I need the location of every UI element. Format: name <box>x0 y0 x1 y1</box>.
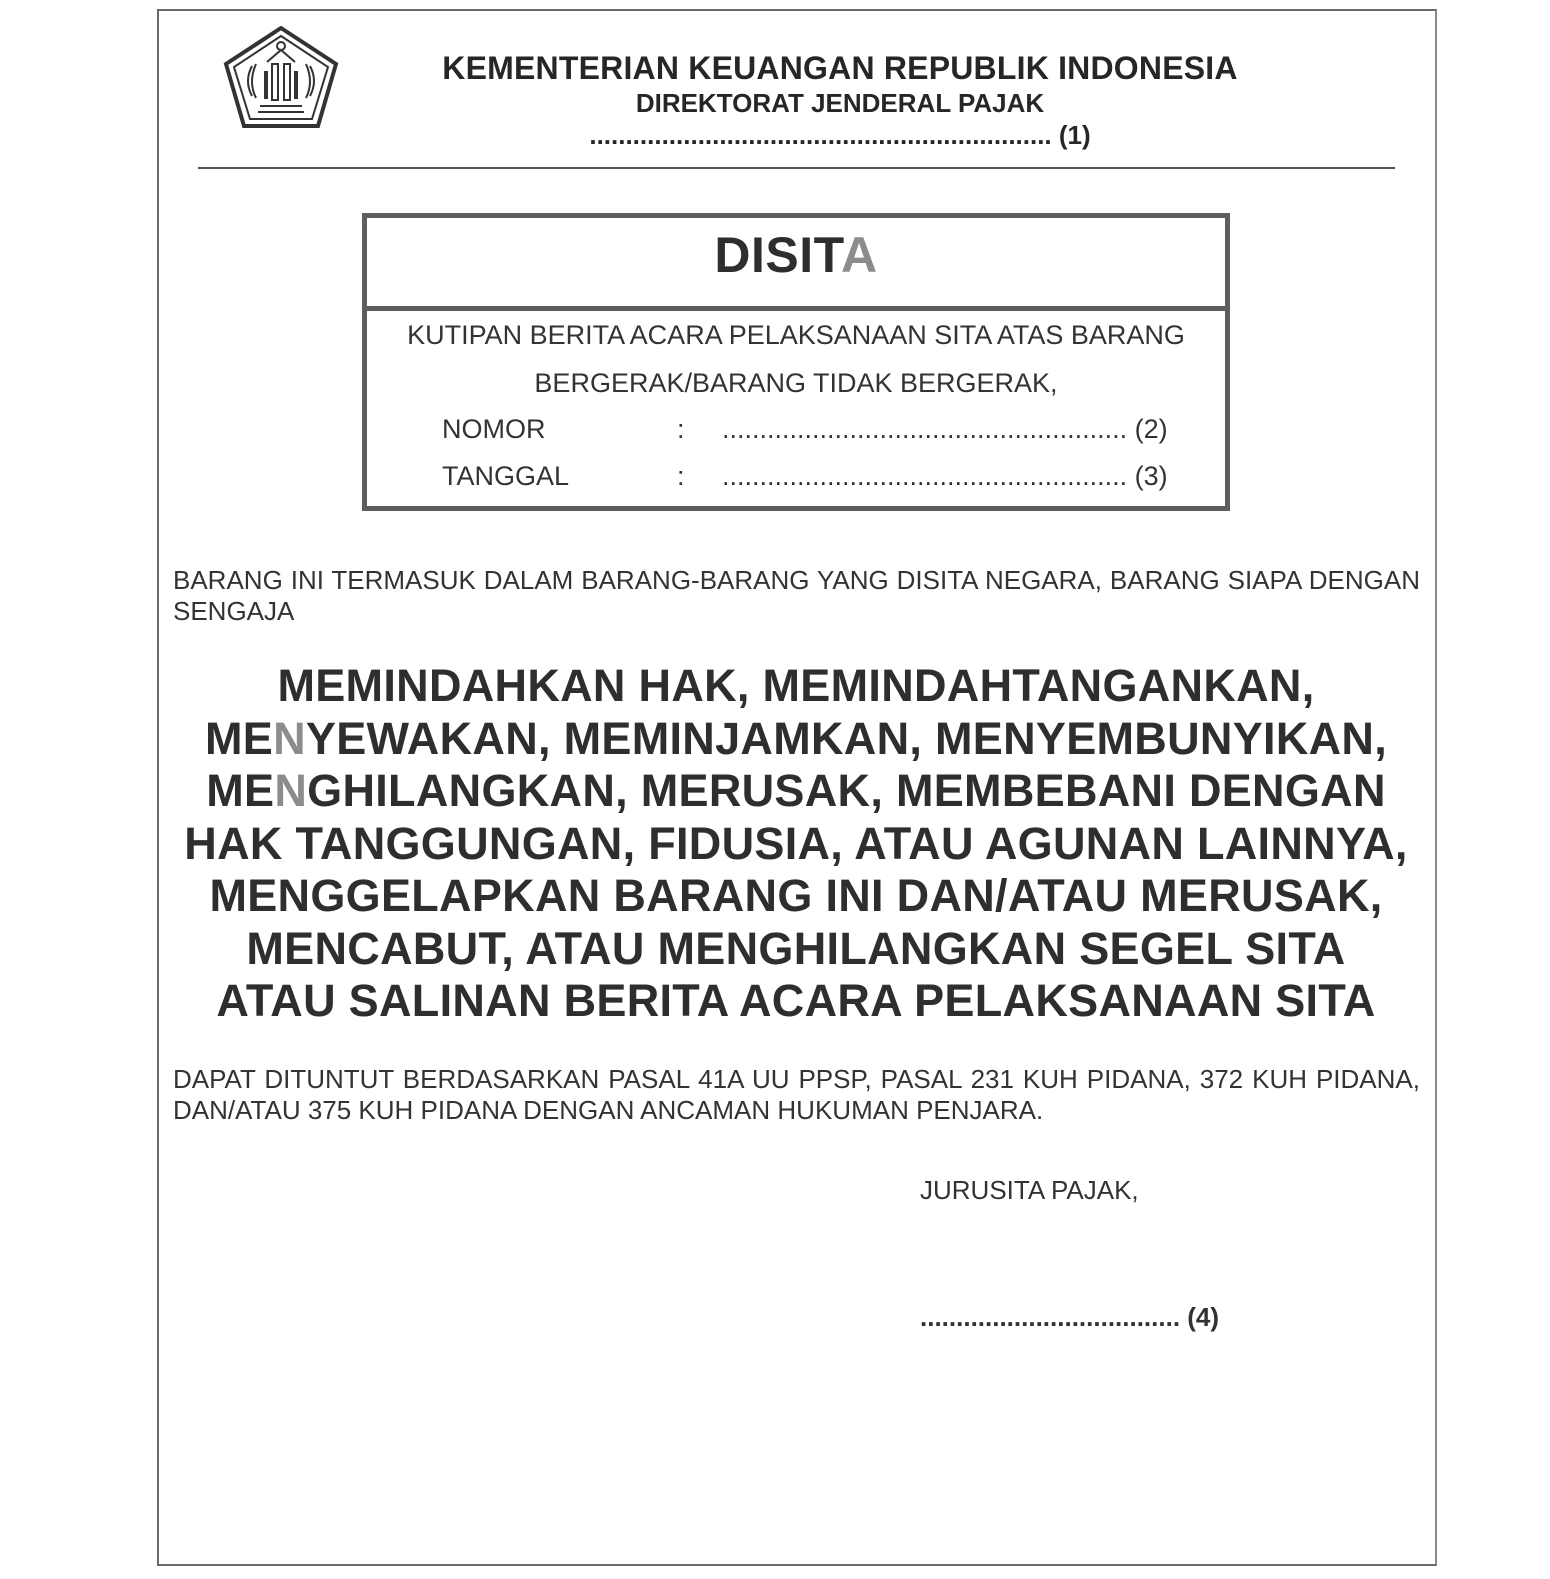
nomor-value: ...................................................... (2) <box>722 414 1168 444</box>
warning-line-3: MENGHILANGKAN, MERUSAK, MEMBEBANI DENGAN <box>206 765 1386 816</box>
penalty-statement: DAPAT DITUNTUT BERDASARKAN PASAL 41A UU PPSP, PASAL 231 KUH PIDANA, 372 KUH PIDANA, DAN/ATAU 375 KUH PIDANA DENGAN ANCAMAN HUKUMAN PENJARA. <box>173 1064 1420 1125</box>
warning-line-4: HAK TANGGUNGAN, FIDUSIA, ATAU AGUNAN LAINNYA, <box>184 817 1408 869</box>
warning-line-5: MENGGELAPKAN BARANG INI DAN/ATAU MERUSAK, <box>209 870 1383 921</box>
tanggal-label: TANGGAL <box>442 461 570 491</box>
warning-line-7: ATAU SALINAN BERITA ACARA PELAKSANAAN SITA <box>216 975 1376 1026</box>
header-divider <box>198 167 1395 169</box>
directorate-name: DIREKTORAT JENDERAL PAJAK <box>635 88 1045 118</box>
box-subtitle-line-1: KUTIPAN BERITA ACARA PELAKSANAAN SITA ATAS BARANG <box>407 320 1185 350</box>
box-divider <box>367 306 1225 311</box>
warning-line-2: MENYEWAKAN, MEMINJAMKAN, MENYEMBUNYIKAN, <box>204 712 1388 764</box>
seizure-box <box>362 213 1230 511</box>
tanggal-field <box>367 461 1225 495</box>
box-title: DISITA <box>714 227 878 283</box>
warning-line-1: MEMINDAHKAN HAK, MEMINDAHTANGANKAN, <box>277 660 1315 711</box>
signer-title: JURUSITA PAJAK, <box>920 1175 1139 1205</box>
nomor-colon: : <box>677 414 685 444</box>
warning-intro: BARANG INI TERMASUK DALAM BARANG-BARANG YANG DISITA NEGARA, BARANG SIAPA DENGAN SENGAJA <box>173 565 1420 626</box>
box-subtitle-line-2: BERGERAK/BARANG TIDAK BERGERAK, <box>534 368 1058 398</box>
tanggal-colon: : <box>677 461 685 491</box>
ministry-emblem-icon <box>222 26 340 130</box>
warning-line-6: MENCABUT, ATAU MENGHILANGKAN SEGEL SITA <box>246 922 1346 974</box>
nomor-field <box>367 414 1225 448</box>
office-placeholder-line: ................................................................ (1) <box>589 120 1091 150</box>
ministry-name: KEMENTERIAN KEUANGAN REPUBLIK INDONESIA <box>442 50 1238 86</box>
warning-statement <box>158 660 1434 1028</box>
signer-name-line: .................................... (4) <box>920 1302 1220 1332</box>
tanggal-value: ...................................................... (3) <box>722 461 1168 491</box>
nomor-label: NOMOR <box>442 414 546 444</box>
